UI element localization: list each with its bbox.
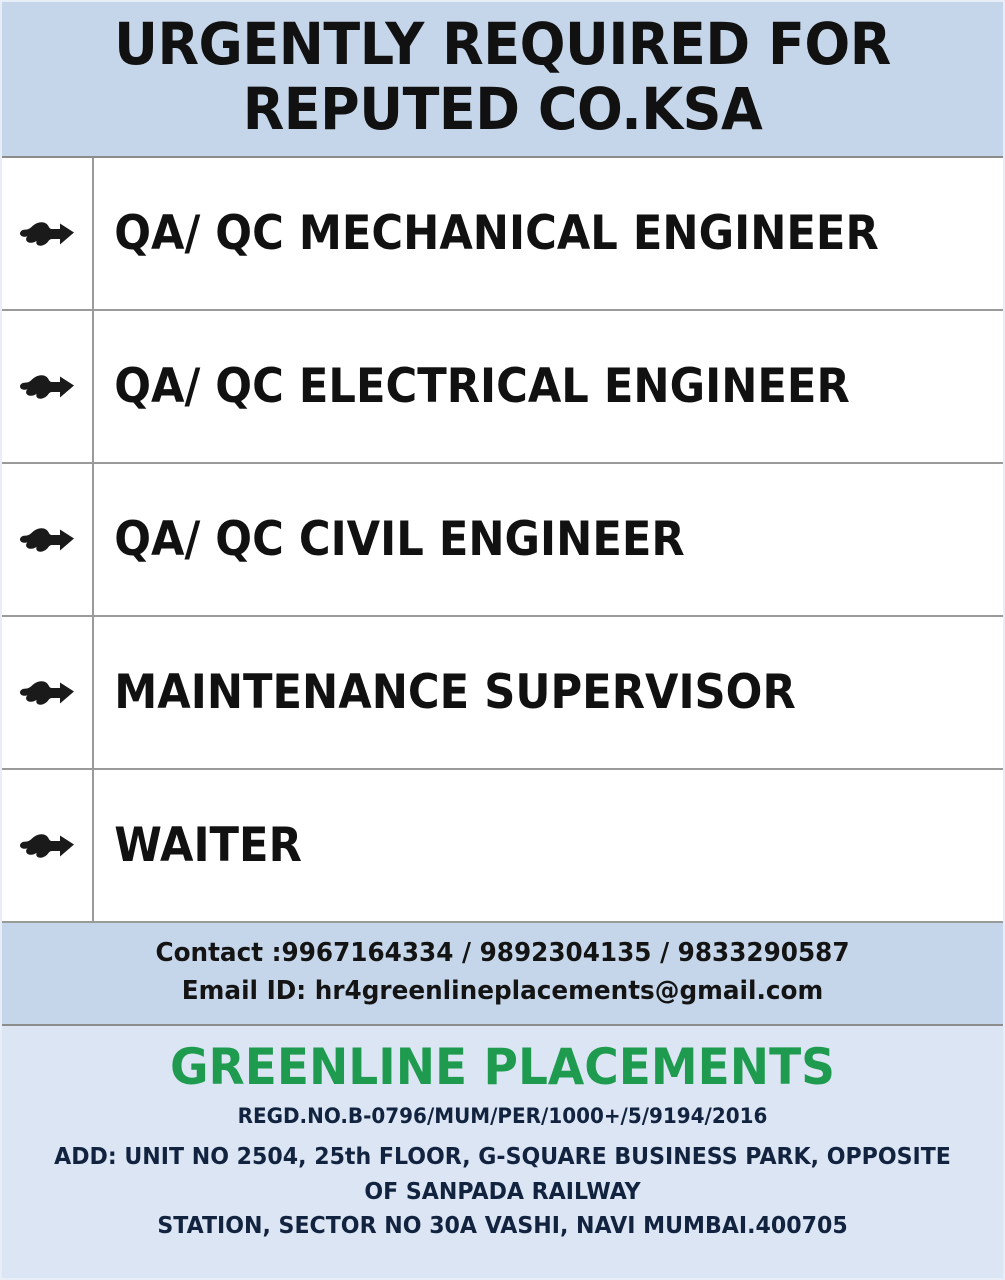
contact-band — [2, 923, 1003, 1026]
bullet-cell — [2, 770, 94, 921]
registration-number: REGD.NO.B-0796/MUM/PER/1000+/5/9194/2016 — [237, 1104, 768, 1129]
bullet-cell — [2, 464, 94, 615]
pointing-hand-icon — [19, 672, 75, 712]
contact-email: Email ID: hr4greenlineplacements@gmail.com — [181, 975, 824, 1006]
company-name: GREENLINE PLACEMENTS — [169, 1038, 836, 1097]
company-address-line-1: ADD: UNIT NO 2504, 25th FLOOR, G-SQUARE BUSINESS PARK, OPPOSITE OF SANPADA RAILWAY — [54, 1144, 951, 1205]
bullet-cell — [2, 311, 94, 462]
poster-footer — [2, 1026, 1003, 1278]
list-item — [2, 464, 1003, 617]
pointing-hand-icon — [19, 213, 75, 253]
pointing-hand-icon — [19, 825, 75, 865]
job-title: WAITER — [114, 817, 302, 873]
company-address-line-2: STATION, SECTOR NO 30A VASHI, NAVI MUMBAI.400705 — [157, 1213, 848, 1240]
poster-header — [2, 2, 1003, 158]
bullet-cell — [2, 158, 94, 309]
job-title: QA/ QC CIVIL ENGINEER — [114, 511, 685, 567]
pointing-hand-icon — [19, 366, 75, 406]
page-title: URGENTLY REQUIRED FOR REPUTED CO.KSA — [114, 10, 891, 143]
list-item — [2, 158, 1003, 311]
list-item — [2, 770, 1003, 923]
bullet-cell — [2, 617, 94, 768]
job-title: MAINTENANCE SUPERVISOR — [114, 664, 796, 720]
job-title: QA/ QC ELECTRICAL ENGINEER — [114, 358, 850, 414]
job-title: QA/ QC MECHANICAL ENGINEER — [114, 205, 879, 261]
contact-phones: Contact :9967164334 / 9892304135 / 9833290587 — [155, 937, 850, 968]
list-item — [2, 311, 1003, 464]
list-item — [2, 617, 1003, 770]
pointing-hand-icon — [19, 519, 75, 559]
job-list — [2, 158, 1003, 923]
